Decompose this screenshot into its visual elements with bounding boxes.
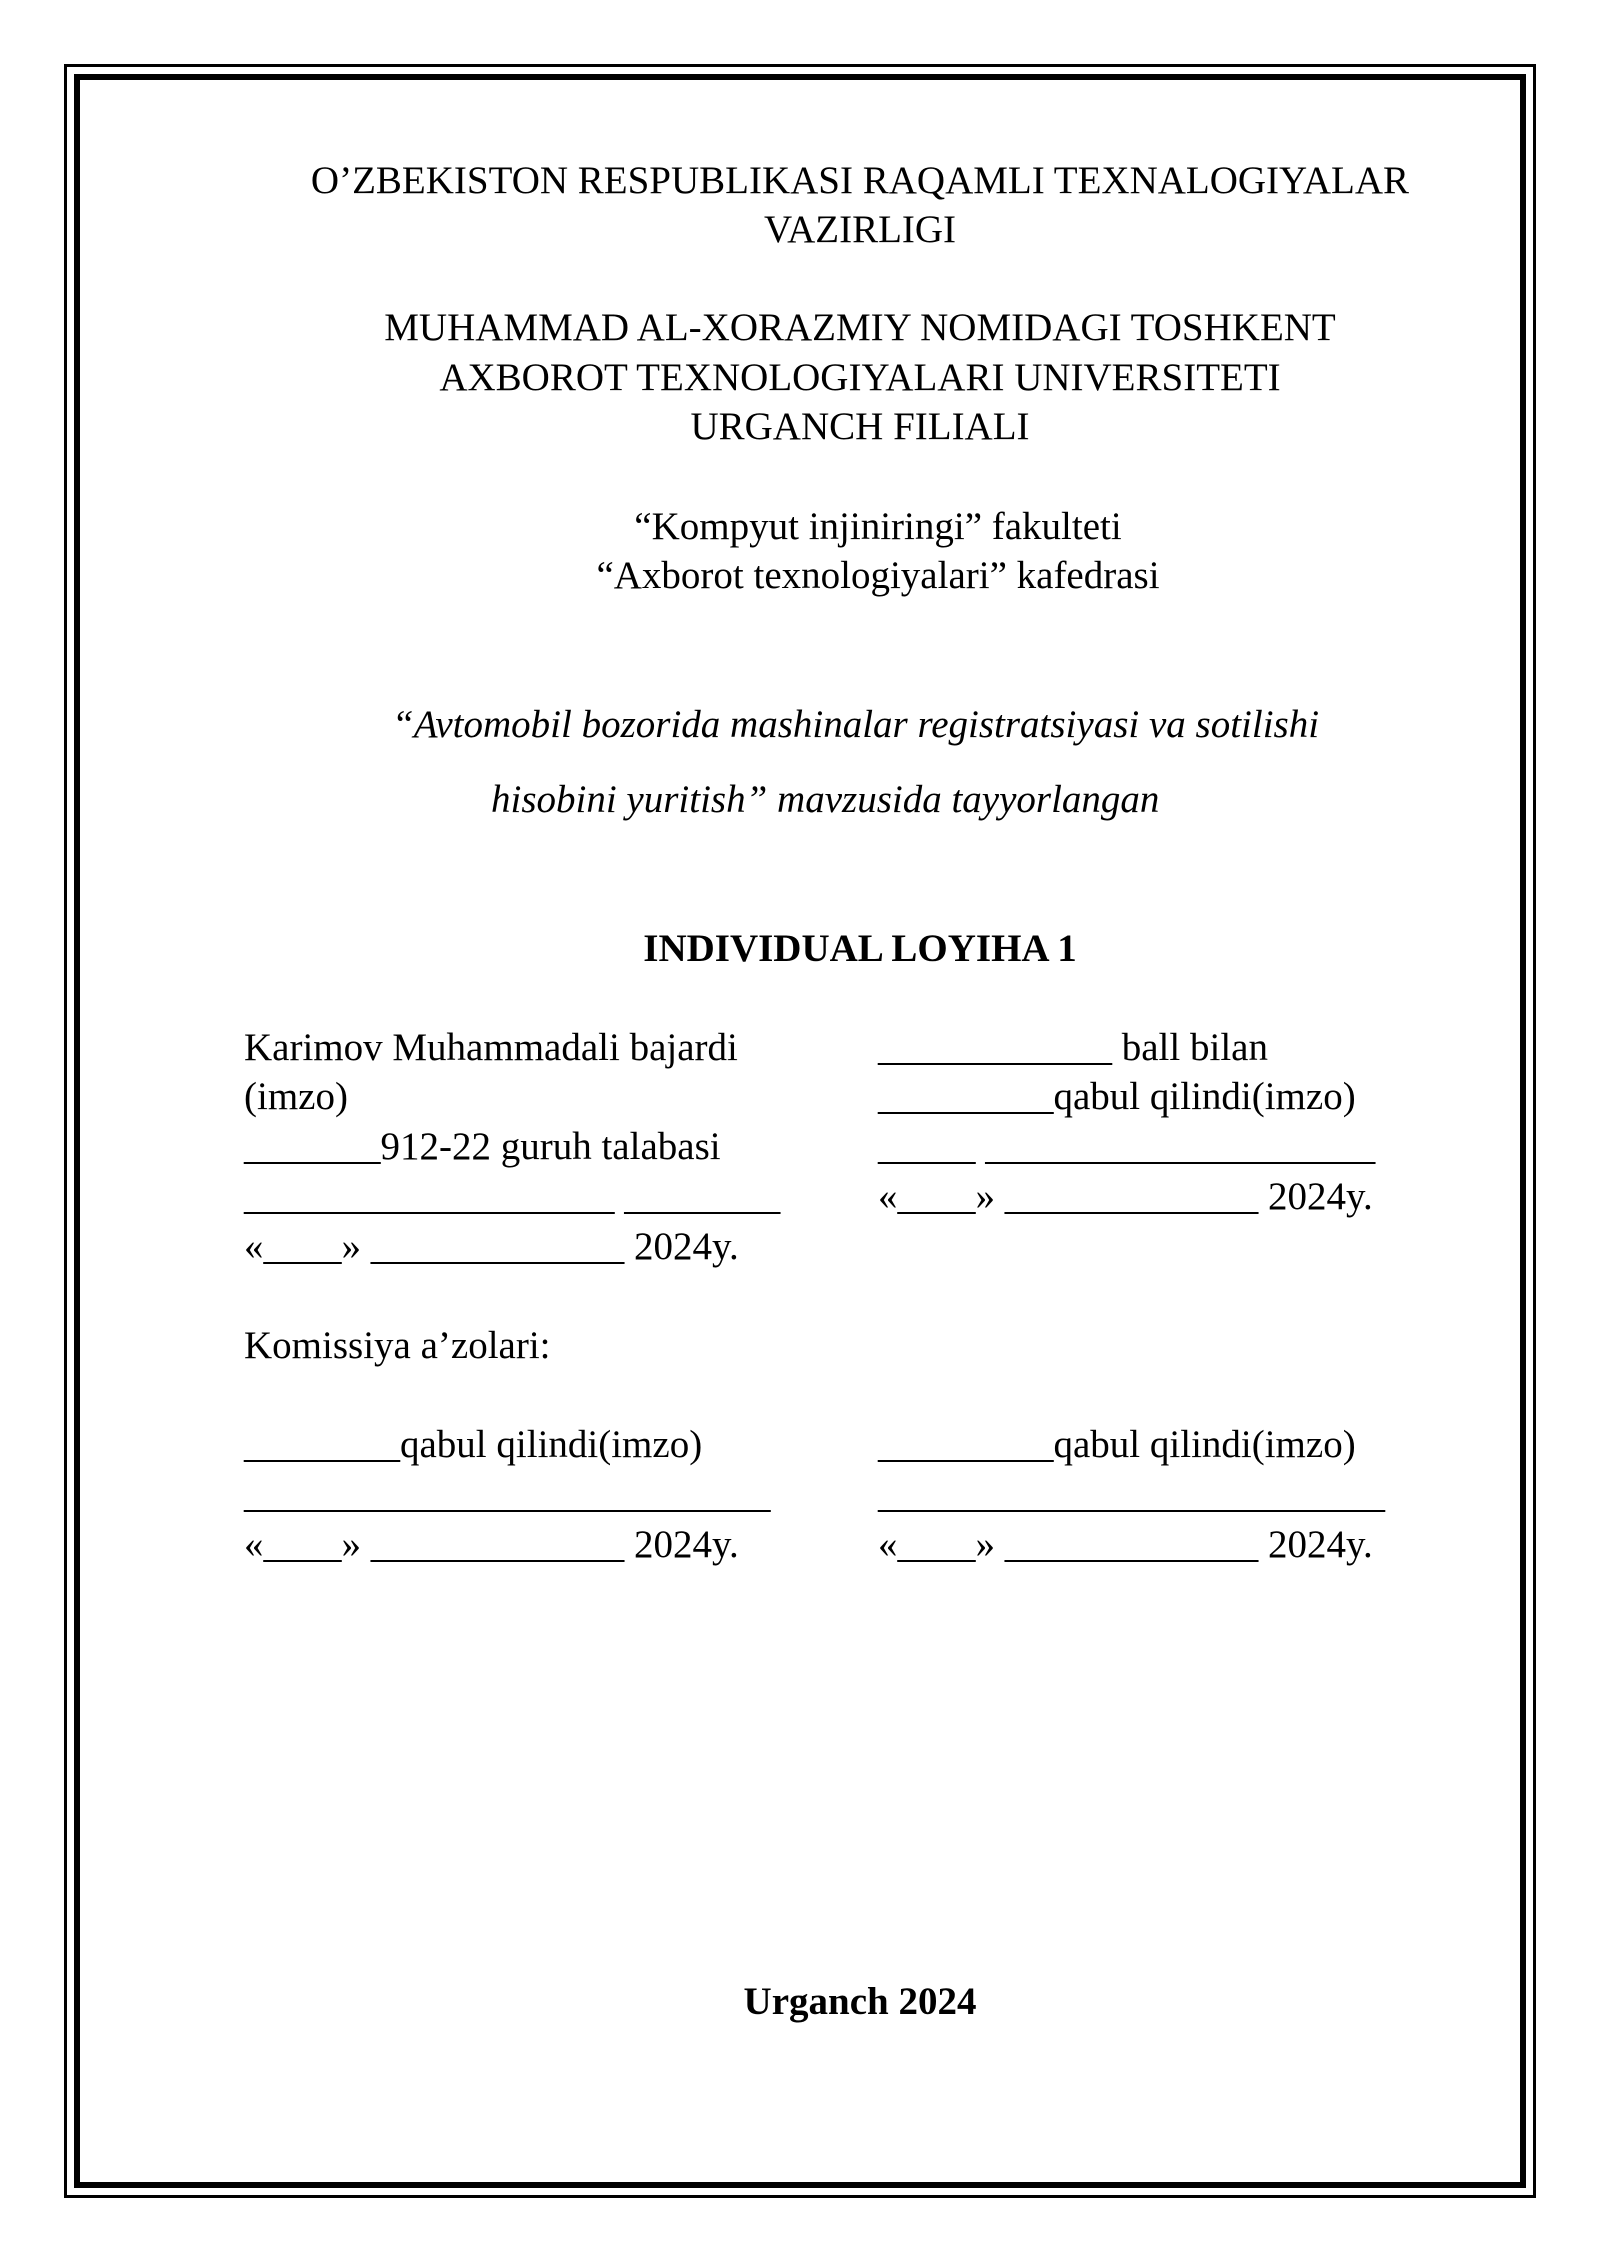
university-line-3: URGANCH FILIALI [690,405,1030,448]
university-line-1: MUHAMMAD AL-XORAZMIY NOMIDAGI TOSHKENT [384,306,1336,349]
ministry-line-2: VAZIRLIGI [763,208,957,251]
commission-left-line-1: ________qabul qilindi(imzo) [244,1423,703,1466]
grade-line-1: ____________ ball bilan [878,1026,1268,1069]
topic-line-2: hisobini yuritish” mavzusida tayyorlangan [491,778,1160,821]
commission-left-date-line: «____» _____________ 2024y. [244,1523,739,1566]
ministry-line-1: O’ZBEKISTON RESPUBLIKASI RAQAMLI TEXNALOGIYALAR [310,159,1410,202]
grade-line-2: _________qabul qilindi(imzo) [878,1075,1356,1118]
student-line-2: (imzo) [244,1075,348,1118]
student-line-4: ___________________ ________ [244,1175,781,1218]
faculty-name: “Kompyut injiniringi” fakulteti [634,505,1122,548]
city-year-footer: Urganch 2024 [743,1980,977,2023]
student-date-line: «____» _____________ 2024y. [244,1225,739,1268]
commission-right-line-1: _________qabul qilindi(imzo) [878,1423,1356,1466]
commission-heading: Komissiya a’zolari: [244,1324,551,1367]
commission-left-line-2: ___________________________ [244,1473,771,1516]
topic-line-1: “Avtomobil bozorida mashinalar registratsiyasi va sotilishi [392,703,1320,746]
department-name: “Axborot texnologiyalari” kafedrasi [596,554,1160,597]
document-title: INDIVIDUAL LOYIHA 1 [643,927,1077,970]
grade-date-line: «____» _____________ 2024y. [878,1175,1373,1218]
commission-right-line-2: __________________________ [878,1473,1385,1516]
commission-right-date-line: «____» _____________ 2024y. [878,1523,1373,1566]
student-line-1: Karimov Muhammadali bajardi [244,1026,738,1069]
university-line-2: AXBOROT TEXNOLOGIYALARI UNIVERSITETI [439,356,1281,399]
student-line-3: _______912-22 guruh talabasi [244,1125,721,1168]
grade-line-3: _____ ____________________ [878,1125,1376,1168]
